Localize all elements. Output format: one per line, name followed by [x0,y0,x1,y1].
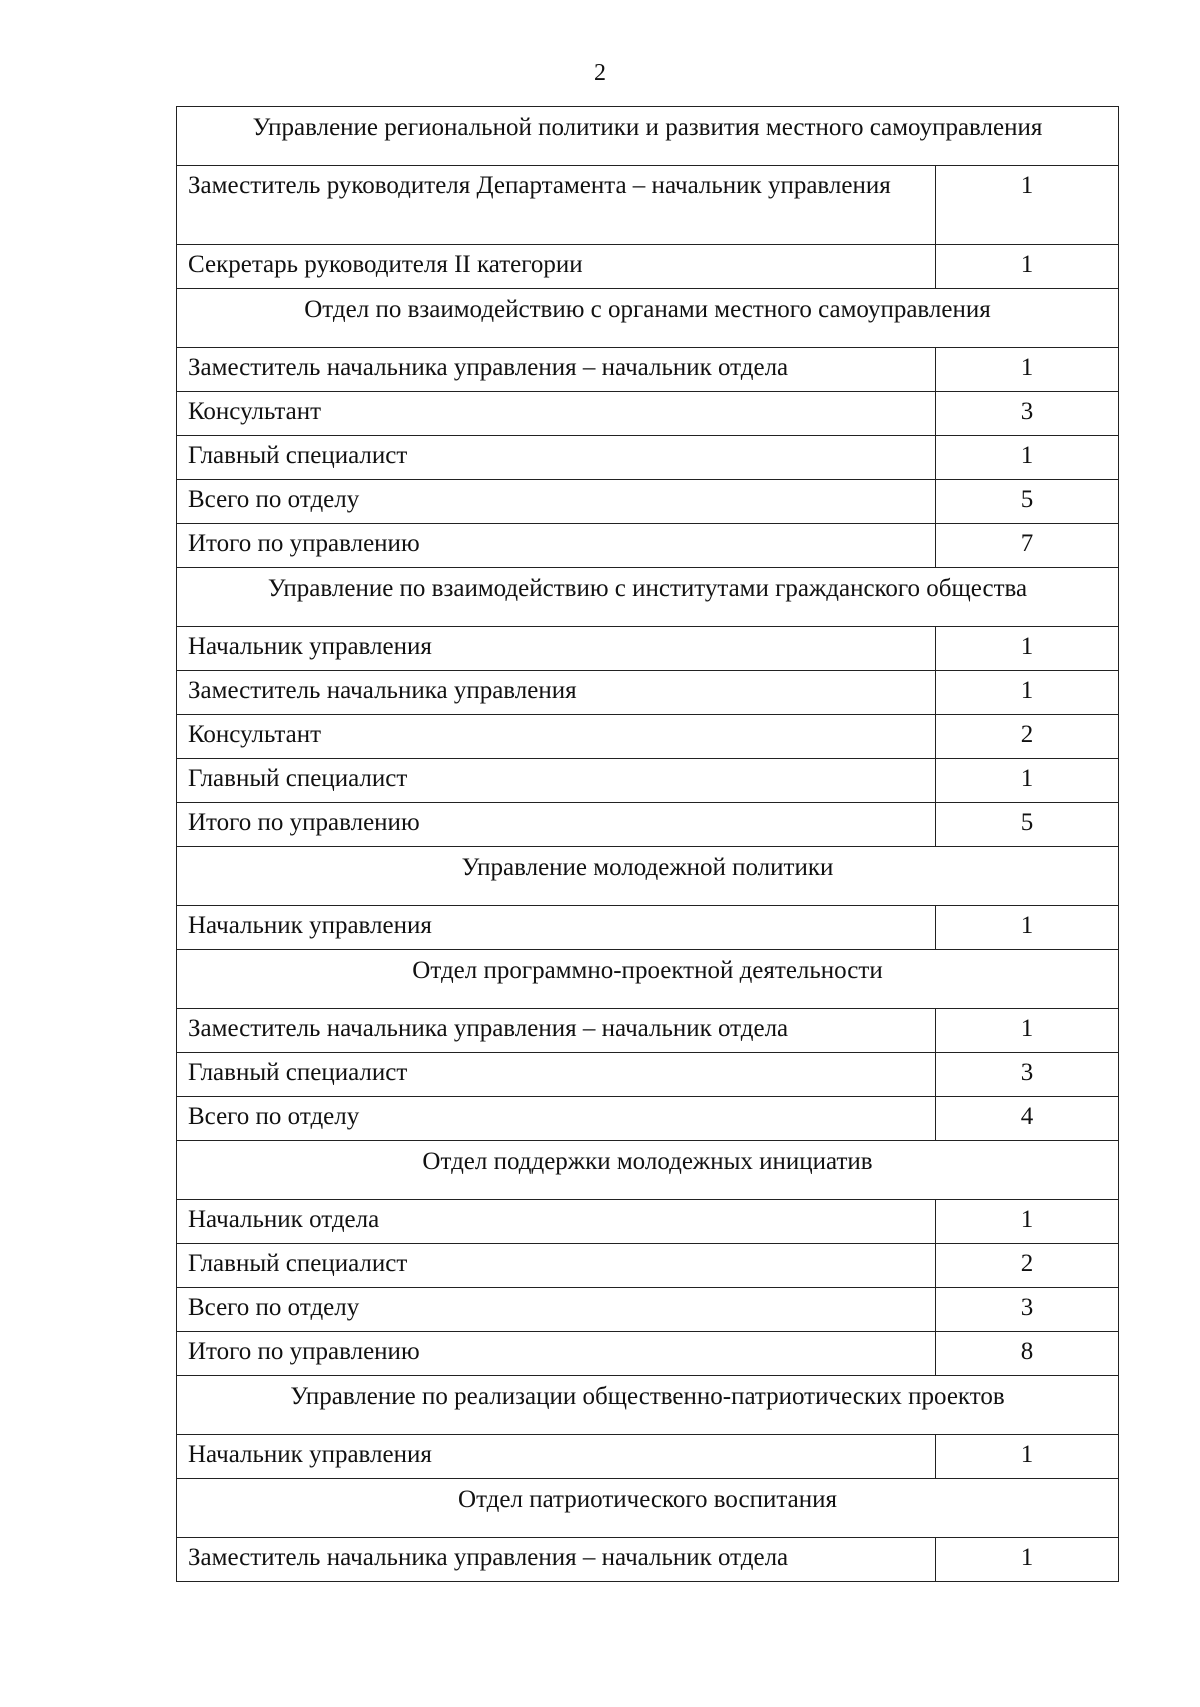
position-count-cell: 1 [936,759,1119,803]
position-count-cell: 7 [936,524,1119,568]
position-count-cell: 5 [936,480,1119,524]
position-name-cell: Консультант [177,715,936,759]
staffing-table-body [177,107,1119,1582]
position-count-cell: 1 [936,1200,1119,1244]
table-row [177,906,1119,950]
staffing-table [176,106,1119,1582]
position-name-cell: Консультант [177,392,936,436]
table-row [177,166,1119,245]
position-name-cell: Главный специалист [177,1053,936,1097]
position-name-cell: Всего по отделу [177,1097,936,1141]
position-count-cell: 4 [936,1097,1119,1141]
position-name-cell: Начальник управления [177,1435,936,1479]
section-header-row [177,289,1119,348]
table-row [177,245,1119,289]
position-count-cell: 1 [936,906,1119,950]
position-name-cell: Заместитель руководителя Департамента – начальник управления [177,166,936,245]
position-name-cell: Заместитель начальника управления [177,671,936,715]
table-row [177,1097,1119,1141]
position-name-cell: Главный специалист [177,1244,936,1288]
position-count-cell: 3 [936,1288,1119,1332]
section-header-row [177,1479,1119,1538]
table-row [177,715,1119,759]
page-number: 2 [594,60,606,86]
position-count-cell: 2 [936,715,1119,759]
table-row [177,348,1119,392]
position-count-cell: 3 [936,1053,1119,1097]
position-name-cell: Главный специалист [177,436,936,480]
position-count-cell: 5 [936,803,1119,847]
position-name-cell: Начальник управления [177,906,936,950]
table-row [177,1288,1119,1332]
table-row [177,524,1119,568]
section-title: Управление по реализации общественно-патриотических проектов [177,1376,1119,1435]
position-name-cell: Заместитель начальника управления – начальник отдела [177,1538,936,1582]
table-row [177,1009,1119,1053]
table-row [177,671,1119,715]
position-count-cell: 1 [936,166,1119,245]
section-title: Управление по взаимодействию с институтами гражданского общества [177,568,1119,627]
position-name-cell: Заместитель начальника управления – начальник отдела [177,1009,936,1053]
table-row [177,1244,1119,1288]
table-row [177,1435,1119,1479]
position-count-cell: 2 [936,1244,1119,1288]
section-header-row [177,1141,1119,1200]
section-header-row [177,568,1119,627]
position-name-cell: Начальник управления [177,627,936,671]
position-name-cell: Итого по управлению [177,1332,936,1376]
position-count-cell: 1 [936,348,1119,392]
position-name-cell: Главный специалист [177,759,936,803]
position-name-cell: Секретарь руководителя II категории [177,245,936,289]
table-row [177,1053,1119,1097]
position-name-cell: Заместитель начальника управления – начальник отдела [177,348,936,392]
section-title: Управление молодежной политики [177,847,1119,906]
table-row [177,1200,1119,1244]
section-header-row [177,107,1119,166]
table-row [177,1538,1119,1582]
section-header-row [177,847,1119,906]
position-count-cell: 8 [936,1332,1119,1376]
position-name-cell: Итого по управлению [177,803,936,847]
section-title: Отдел поддержки молодежных инициатив [177,1141,1119,1200]
section-title: Отдел патриотического воспитания [177,1479,1119,1538]
section-title: Отдел программно-проектной деятельности [177,950,1119,1009]
section-header-row [177,1376,1119,1435]
table-row [177,803,1119,847]
position-count-cell: 1 [936,1435,1119,1479]
position-count-cell: 1 [936,1009,1119,1053]
position-count-cell: 3 [936,392,1119,436]
position-name-cell: Итого по управлению [177,524,936,568]
position-count-cell: 1 [936,245,1119,289]
position-count-cell: 1 [936,1538,1119,1582]
position-count-cell: 1 [936,436,1119,480]
position-name-cell: Начальник отдела [177,1200,936,1244]
position-count-cell: 1 [936,671,1119,715]
table-row [177,759,1119,803]
section-header-row [177,950,1119,1009]
table-row [177,627,1119,671]
position-name-cell: Всего по отделу [177,480,936,524]
table-row [177,480,1119,524]
section-title: Отдел по взаимодействию с органами местного самоуправления [177,289,1119,348]
position-count-cell: 1 [936,627,1119,671]
table-row [177,392,1119,436]
table-row [177,436,1119,480]
section-title: Управление региональной политики и развития местного самоуправления [177,107,1119,166]
position-name-cell: Всего по отделу [177,1288,936,1332]
table-row [177,1332,1119,1376]
